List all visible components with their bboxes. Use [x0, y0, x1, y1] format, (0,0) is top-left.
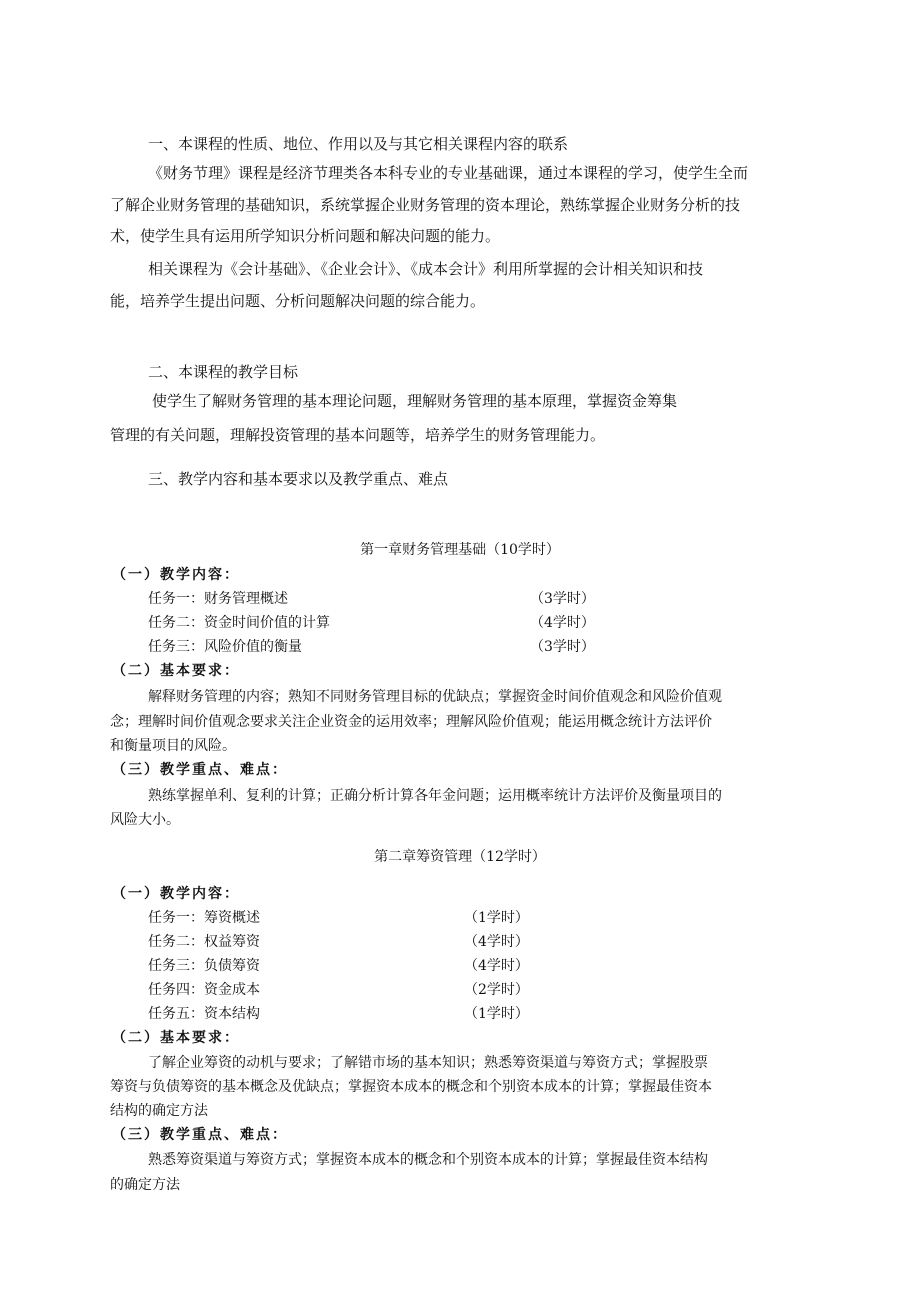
chapter1-req-label: （二）基本要求：	[112, 663, 240, 679]
section2-para-line2: 管理的有关问题，理解投资管理的基本问题等，培养学生的财务管理能力。	[110, 426, 606, 444]
task-name: 任务一：财务管理概述	[148, 591, 288, 607]
task-hours: （4学时）	[464, 934, 529, 950]
task-name: 任务三：负债筹资	[148, 958, 260, 974]
chapter2-key-label: （三）教学重点、难点：	[112, 1127, 288, 1143]
task-hours: （2学时）	[464, 982, 529, 998]
task-hours: （3学时）	[530, 591, 595, 607]
task-name: 任务一：筹资概述	[148, 910, 260, 926]
section3-heading: 三、教学内容和基本要求以及教学重点、难点	[148, 470, 449, 488]
section1-heading: 一、本课程的性质、地位、作用以及与其它相关课程内容的联系	[148, 135, 569, 153]
task-name: 任务三：风险价值的衡量	[148, 639, 302, 655]
task-name: 任务二：资金时间价值的计算	[148, 615, 330, 631]
section1-para2-line1: 相关课程为《会计基础》、《企业会计》、《成本会计》利用所掌握的会计相关知识和技	[148, 260, 704, 278]
chapter1-key-label: （三）教学重点、难点：	[112, 762, 288, 778]
chapter1-req-line1: 解释财务管理的内容；熟知不同财务管理目标的优缺点；掌握资金时间价值观念和风险价值观	[148, 689, 722, 705]
chapter2-req-line1: 了解企业筹资的动机与要求；了解错市场的基本知识；熟悉筹资渠道与筹资方式；掌握股票	[148, 1055, 708, 1071]
chapter2-key-line2: 的确定方法	[110, 1177, 180, 1193]
section1-para1-line3: 术，使学生具有运用所学知识分析问题和解决问题的能力。	[110, 227, 501, 245]
task-hours: （1学时）	[464, 1006, 529, 1022]
section2-para-line1: 使学生了解财务管理的基本理论问题，理解财务管理的基本原理，掌握资金筹集	[152, 392, 678, 410]
task-hours: （3学时）	[530, 639, 595, 655]
chapter2-content-label: （一）教学内容：	[112, 886, 240, 902]
task-hours: （4学时）	[464, 958, 529, 974]
task-name: 任务四：资金成本	[148, 982, 260, 998]
chapter2-req-line2: 筹资与负债筹资的基本概念及优缺点；掌握资本成本的概念和个别资本成本的计算；掌握最佳资本	[110, 1079, 712, 1095]
chapter1-key-line2: 风险大小。	[110, 812, 180, 828]
section1-para1-line1: 《财务节理》课程是经济节理类各本科专业的专业基础课，通过本课程的学习，使学生全而	[148, 164, 749, 182]
task-name: 任务五：资本结构	[148, 1006, 260, 1022]
chapter2-req-line3: 结构的确定方法	[110, 1103, 208, 1119]
chapter1-key-line1: 熟练掌握单利、复利的计算；正确分析计算各年金问题；运用概率统计方法评价及衡量项目的	[148, 788, 722, 804]
section1-para1-line2: 了解企业财务管理的基础知识，系统掌握企业财务管理的资本理论，熟练掌握企业财务分析的技	[110, 196, 741, 214]
chapter2-req-label: （二）基本要求：	[112, 1030, 240, 1046]
task-hours: （1学时）	[464, 910, 529, 926]
section1-para2-line2: 能，培养学生提出问题、分析问题解决问题的综合能力。	[110, 292, 486, 310]
chapter1-content-label: （一）教学内容：	[112, 567, 240, 583]
chapter1-title: 第一章财务管理基础（10学时）	[360, 542, 560, 558]
task-name: 任务二：权益筹资	[148, 934, 260, 950]
chapter1-req-line2: 念；理解时间价值观念要求关注企业资金的运用效率；理解风险价值观；能运用概念统计方法评价	[110, 714, 712, 730]
chapter2-title: 第二章筹资管理（12学时）	[374, 849, 546, 865]
task-hours: （4学时）	[530, 615, 595, 631]
section2-heading: 二、本课程的教学目标	[148, 363, 299, 381]
chapter2-key-line1: 熟悉筹资渠道与筹资方式；掌握资本成本的概念和个别资本成本的计算；掌握最佳资本结构	[148, 1152, 708, 1168]
chapter1-req-line3: 和衡量项目的风险。	[110, 738, 236, 754]
